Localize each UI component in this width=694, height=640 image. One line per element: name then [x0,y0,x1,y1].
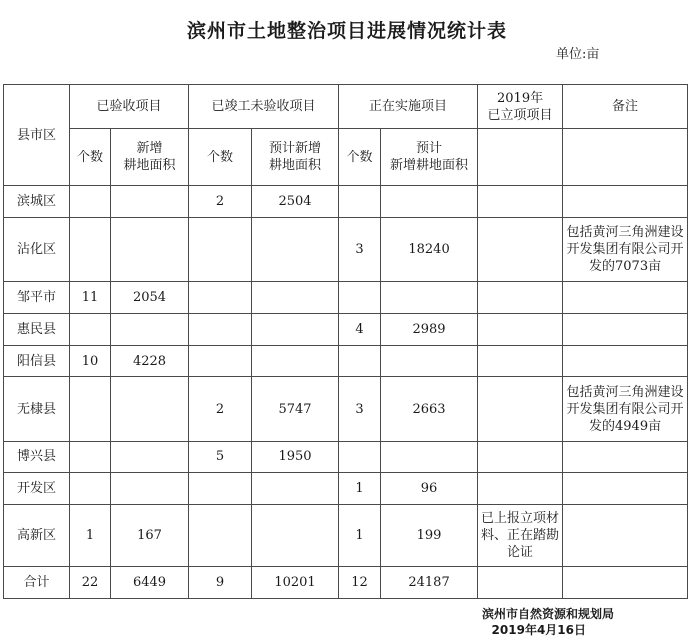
county-cell: 沾化区 [4,218,70,282]
approved-cell [478,282,563,314]
acc-count-cell [70,441,111,473]
approved-cell [478,441,563,473]
header-approved-2019: 2019年 已立项项目 [478,85,563,129]
acc-area-cell [111,314,189,346]
header-impl-area: 预计 新增耕地面积 [381,129,478,186]
impl-count-cell: 1 [339,473,381,505]
impl-area-cell: 18240 [381,218,478,282]
total-row [4,567,688,599]
remark-cell [563,473,688,505]
approved-cell [478,345,563,377]
remark-cell [563,504,688,566]
impl-count-cell [339,186,381,218]
impl-area-cell: 199 [381,504,478,566]
table-row [4,377,688,441]
acc-count-cell [70,218,111,282]
acc-area-cell [111,473,189,505]
comp-count-cell [189,314,252,346]
page-title: 滨州市土地整治项目进展情况统计表 [186,20,507,42]
approved-cell [478,473,563,505]
header-row-1 [4,85,688,129]
header-remarks-blank [563,129,688,186]
county-cell: 合计 [4,567,70,599]
acc-count-cell: 11 [70,282,111,314]
header-approved-blank [478,129,563,186]
acc-area-cell: 167 [111,504,189,566]
approved-cell [478,218,563,282]
impl-area-cell [381,441,478,473]
header-remarks: 备注 [563,85,688,129]
remark-cell [563,345,688,377]
acc-area-cell: 4228 [111,345,189,377]
header-acc-area: 新增 耕地面积 [111,129,189,186]
remark-cell [563,567,688,599]
approved-cell [478,186,563,218]
comp-area-cell: 2504 [252,186,339,218]
county-cell: 滨城区 [4,186,70,218]
county-cell: 开发区 [4,473,70,505]
remark-cell: 包括黄河三角洲建设开发集团有限公司开发的4949亩 [563,377,688,441]
acc-area-cell [111,186,189,218]
comp-area-cell [252,345,339,377]
comp-count-cell [189,345,252,377]
remark-cell [563,186,688,218]
county-cell: 无棣县 [4,377,70,441]
comp-area-cell [252,218,339,282]
acc-count-cell [70,314,111,346]
header-in-progress: 正在实施项目 [339,85,478,129]
acc-count-cell: 22 [70,567,111,599]
table-row [4,282,688,314]
header-county: 县市区 [4,85,70,186]
comp-area-cell: 5747 [252,377,339,441]
acc-area-cell: 6449 [111,567,189,599]
acc-area-cell [111,377,189,441]
header-impl-count: 个数 [339,129,381,186]
comp-area-cell [252,473,339,505]
county-cell: 阳信县 [4,345,70,377]
acc-area-cell: 2054 [111,282,189,314]
acc-count-cell: 1 [70,504,111,566]
acc-area-cell [111,218,189,282]
header-row-2 [4,129,688,186]
header-comp-count: 个数 [189,129,252,186]
approved-cell [478,314,563,346]
header-acc-count: 个数 [70,129,111,186]
impl-count-cell [339,441,381,473]
impl-area-cell: 2989 [381,314,478,346]
impl-count-cell: 3 [339,377,381,441]
impl-area-cell: 96 [381,473,478,505]
impl-count-cell: 1 [339,504,381,566]
county-cell: 博兴县 [4,441,70,473]
approved-cell [478,567,563,599]
header-completed-unaccepted: 已竣工未验收项目 [189,85,339,129]
impl-area-cell: 24187 [381,567,478,599]
acc-area-cell [111,441,189,473]
comp-count-cell: 2 [189,377,252,441]
issue-date: 2019年4月16日 [491,623,586,637]
table-row [4,473,688,505]
acc-count-cell [70,377,111,441]
impl-area-cell: 2663 [381,377,478,441]
comp-area-cell [252,504,339,566]
comp-area-cell [252,282,339,314]
comp-count-cell [189,473,252,505]
remark-cell [563,314,688,346]
comp-count-cell [189,218,252,282]
table-row [4,345,688,377]
comp-count-cell: 5 [189,441,252,473]
comp-count-cell: 2 [189,186,252,218]
table-row [4,504,688,566]
comp-count-cell [189,504,252,566]
acc-count-cell [70,186,111,218]
county-cell: 邹平市 [4,282,70,314]
table-row [4,441,688,473]
comp-count-cell [189,282,252,314]
header-comp-area: 预计新增 耕地面积 [252,129,339,186]
impl-area-cell [381,345,478,377]
table-row [4,186,688,218]
impl-count-cell [339,345,381,377]
remark-cell: 包括黄河三角洲建设开发集团有限公司开发的7073亩 [563,218,688,282]
impl-area-cell [381,282,478,314]
county-cell: 惠民县 [4,314,70,346]
approved-cell [478,377,563,441]
approved-cell: 已上报立项材料、正在踏勘论证 [478,504,563,566]
impl-count-cell [339,282,381,314]
remark-cell [563,282,688,314]
county-cell: 高新区 [4,504,70,566]
impl-area-cell [381,186,478,218]
issuing-organization: 滨州市自然资源和规划局 [481,607,614,621]
statistics-table [3,84,688,599]
table-row [4,218,688,282]
comp-area-cell: 1950 [252,441,339,473]
comp-count-cell: 9 [189,567,252,599]
impl-count-cell: 12 [339,567,381,599]
impl-count-cell: 4 [339,314,381,346]
comp-area-cell: 10201 [252,567,339,599]
unit-label: 单位:亩 [556,47,600,62]
impl-count-cell: 3 [339,218,381,282]
acc-count-cell [70,473,111,505]
comp-area-cell [252,314,339,346]
remark-cell [563,441,688,473]
acc-count-cell: 10 [70,345,111,377]
table-row [4,314,688,346]
header-accepted: 已验收项目 [70,85,189,129]
